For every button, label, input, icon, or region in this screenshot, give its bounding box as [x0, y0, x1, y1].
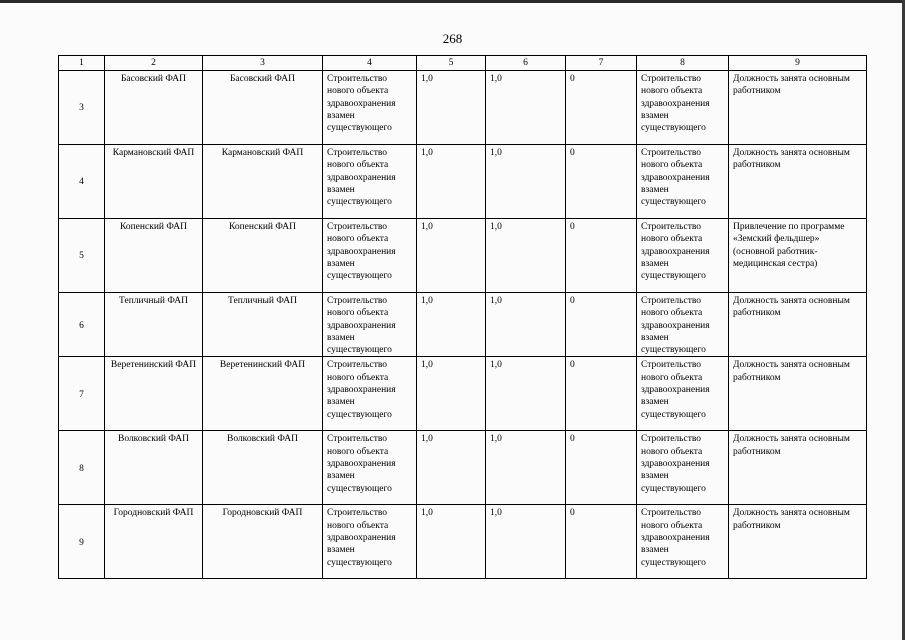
- value-cell-6: 1,0: [486, 145, 566, 219]
- measure-cell: Строительство нового объекта здравоохранения взамен существующего: [323, 505, 417, 579]
- value-cell-6: 1,0: [486, 71, 566, 145]
- table-row: [59, 431, 867, 505]
- row-number: 7: [59, 357, 105, 431]
- staffing-cell: Привлечение по программе «Земский фельдшер» (основной работник- медицинская сестра): [729, 219, 867, 293]
- value-cell-6: 1,0: [486, 431, 566, 505]
- value-cell-7: 0: [566, 505, 637, 579]
- value-cell-6: 1,0: [486, 505, 566, 579]
- measure-cell-2: Строительство нового объекта здравоохранения взамен существующего: [637, 293, 729, 357]
- row-number: 3: [59, 71, 105, 145]
- column-number: 7: [566, 56, 637, 71]
- row-number: 9: [59, 505, 105, 579]
- staffing-cell: Должность занята основным работником: [729, 431, 867, 505]
- column-number-row: [59, 56, 867, 71]
- object-name: Волковский ФАП: [203, 431, 323, 505]
- measure-cell: Строительство нового объекта здравоохранения взамен существующего: [323, 71, 417, 145]
- scan-edge-top: [0, 0, 905, 3]
- data-table: [58, 55, 867, 579]
- staffing-cell: Должность занята основным работником: [729, 505, 867, 579]
- column-number: 1: [59, 56, 105, 71]
- value-cell-5: 1,0: [417, 145, 486, 219]
- object-name: Басовский ФАП: [203, 71, 323, 145]
- table-row: [59, 357, 867, 431]
- measure-cell-2: Строительство нового объекта здравоохранения взамен существующего: [637, 505, 729, 579]
- staffing-cell: Должность занята основным работником: [729, 357, 867, 431]
- object-name: Кармановский ФАП: [203, 145, 323, 219]
- column-number: 8: [637, 56, 729, 71]
- value-cell-6: 1,0: [486, 357, 566, 431]
- measure-cell-2: Строительство нового объекта здравоохранения взамен существующего: [637, 431, 729, 505]
- measure-cell-2: Строительство нового объекта здравоохранения взамен существующего: [637, 71, 729, 145]
- table-row: [59, 293, 867, 357]
- column-number: 3: [203, 56, 323, 71]
- row-number: 4: [59, 145, 105, 219]
- fap-name: Басовский ФАП: [105, 71, 203, 145]
- object-name: Копенский ФАП: [203, 219, 323, 293]
- fap-name: Тепличный ФАП: [105, 293, 203, 357]
- value-cell-6: 1,0: [486, 219, 566, 293]
- object-name: Веретенинский ФАП: [203, 357, 323, 431]
- measure-cell: Строительство нового объекта здравоохранения взамен существующего: [323, 293, 417, 357]
- row-number: 6: [59, 293, 105, 357]
- row-number: 5: [59, 219, 105, 293]
- value-cell-7: 0: [566, 431, 637, 505]
- measure-cell: Строительство нового объекта здравоохранения взамен существующего: [323, 145, 417, 219]
- column-number: 6: [486, 56, 566, 71]
- value-cell-5: 1,0: [417, 219, 486, 293]
- value-cell-6: 1,0: [486, 293, 566, 357]
- column-number: 4: [323, 56, 417, 71]
- measure-cell: Строительство нового объекта здравоохранения взамен существующего: [323, 357, 417, 431]
- fap-name: Кармановский ФАП: [105, 145, 203, 219]
- table-row: [59, 71, 867, 145]
- staffing-cell: Должность занята основным работником: [729, 293, 867, 357]
- column-number: 5: [417, 56, 486, 71]
- staffing-cell: Должность занята основным работником: [729, 145, 867, 219]
- table-row: [59, 505, 867, 579]
- table-row: [59, 145, 867, 219]
- value-cell-7: 0: [566, 357, 637, 431]
- column-number: 9: [729, 56, 867, 71]
- object-name: Городновский ФАП: [203, 505, 323, 579]
- value-cell-5: 1,0: [417, 505, 486, 579]
- measure-cell-2: Строительство нового объекта здравоохранения взамен существующего: [637, 357, 729, 431]
- page-number: 268: [442, 31, 463, 46]
- value-cell-7: 0: [566, 145, 637, 219]
- fap-name: Копенский ФАП: [105, 219, 203, 293]
- fap-name: Волковский ФАП: [105, 431, 203, 505]
- table-row: [59, 219, 867, 293]
- column-number: 2: [105, 56, 203, 71]
- value-cell-5: 1,0: [417, 71, 486, 145]
- fap-name: Городновский ФАП: [105, 505, 203, 579]
- value-cell-7: 0: [566, 71, 637, 145]
- value-cell-7: 0: [566, 293, 637, 357]
- measure-cell-2: Строительство нового объекта здравоохранения взамен существующего: [637, 219, 729, 293]
- measure-cell: Строительство нового объекта здравоохранения взамен существующего: [323, 431, 417, 505]
- staffing-cell: Должность занята основным работником: [729, 71, 867, 145]
- fap-name: Веретенинский ФАП: [105, 357, 203, 431]
- value-cell-5: 1,0: [417, 431, 486, 505]
- measure-cell-2: Строительство нового объекта здравоохранения взамен существующего: [637, 145, 729, 219]
- object-name: Тепличный ФАП: [203, 293, 323, 357]
- measure-cell: Строительство нового объекта здравоохранения взамен существующего: [323, 219, 417, 293]
- value-cell-7: 0: [566, 219, 637, 293]
- row-number: 8: [59, 431, 105, 505]
- value-cell-5: 1,0: [417, 293, 486, 357]
- value-cell-5: 1,0: [417, 357, 486, 431]
- table-body: [59, 56, 867, 579]
